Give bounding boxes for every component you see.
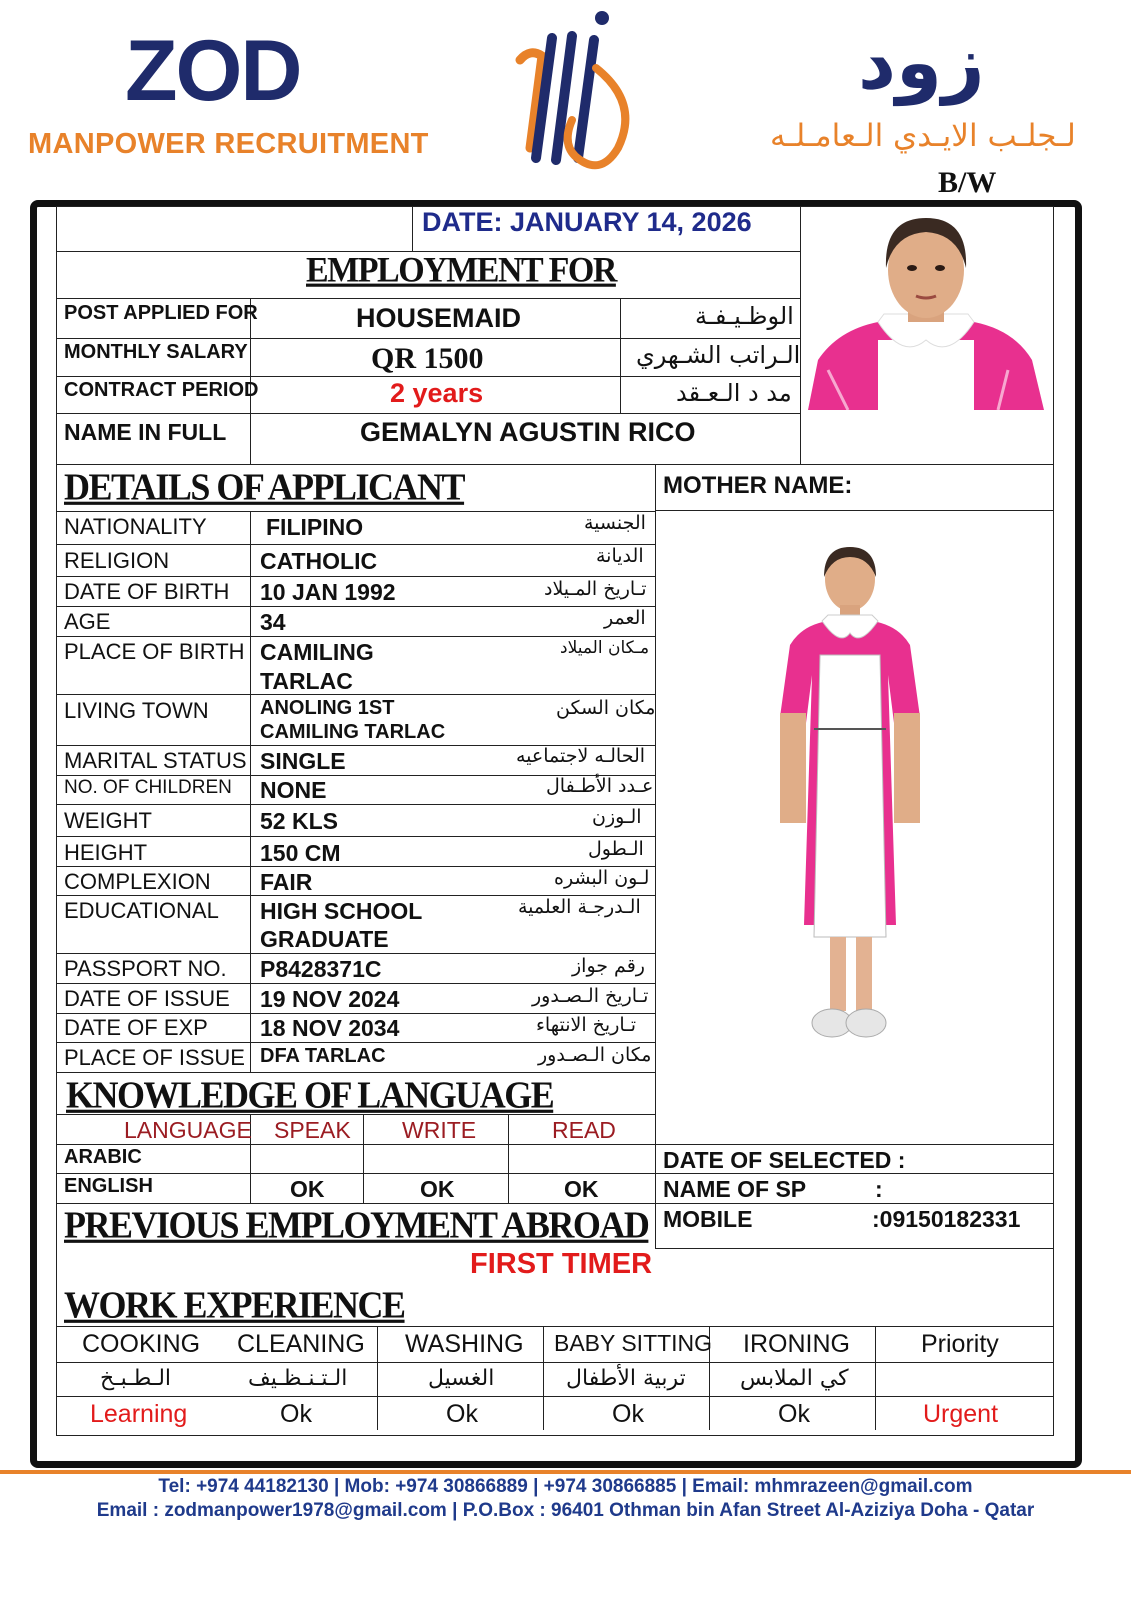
babysitting-arabic: تربية الأطفال	[566, 1366, 686, 1391]
form-date: DATE: JANUARY 14, 2026	[422, 207, 752, 237]
name-label: NAME IN FULL	[64, 419, 227, 445]
exp-date-value: 18 NOV 2034	[260, 1015, 400, 1041]
nationality-arabic: الجنسية	[584, 512, 646, 534]
pob-value-line2: TARLAC	[260, 668, 353, 694]
details-section-title: DETAILS OF APPLICANT	[64, 466, 465, 508]
washing-label: WASHING	[405, 1330, 524, 1358]
cooking-label: COOKING	[82, 1330, 201, 1358]
work-experience-title: WORK EXPERIENCE	[64, 1284, 405, 1326]
passport-arabic: رقم جواز	[572, 955, 645, 977]
exp-date-label: DATE OF EXP	[64, 1015, 208, 1040]
applicant-full-body-photo	[762, 545, 938, 1050]
children-label: NO. OF CHILDREN	[64, 777, 232, 798]
contract-arabic: مد د الـعـقد	[676, 379, 792, 407]
passport-value: P8428371C	[260, 956, 382, 982]
living-town-value: ANOLING 1ST	[260, 697, 395, 719]
applicant-portrait-photo	[808, 210, 1044, 410]
education-value-line2: GRADUATE	[260, 926, 389, 952]
company-logo-icon	[500, 8, 640, 178]
post-label: POST APPLIED FOR	[64, 302, 258, 324]
read-header: READ	[552, 1117, 616, 1143]
arabic-tagline: لـجلـب الايـدي الـعامـلـه	[770, 118, 1076, 154]
salary-value: QR 1500	[371, 342, 484, 375]
babysitting-label: BABY SITTING	[554, 1330, 713, 1356]
living-town-arabic: مكان السكن	[556, 697, 656, 719]
contract-label: CONTRACT PERIOD	[64, 379, 259, 401]
dob-label: DATE OF BIRTH	[64, 579, 230, 604]
height-label: HEIGHT	[64, 840, 148, 865]
cleaning-label: CLEANING	[237, 1330, 365, 1358]
education-arabic: الـدرجـة العلمية	[518, 896, 641, 918]
mobile-label: MOBILE	[663, 1206, 753, 1232]
children-arabic: عـدد الأطـفال	[546, 775, 654, 797]
brand-logo-text: ZOD	[125, 23, 301, 119]
washing-status: Ok	[446, 1400, 478, 1428]
cleaning-status: Ok	[280, 1400, 312, 1428]
marital-status-label: MARITAL STATUS	[64, 748, 247, 773]
pob-label: PLACE OF BIRTH	[64, 639, 245, 664]
sp-name-colon: :	[875, 1176, 883, 1202]
priority-status: Urgent	[923, 1400, 999, 1428]
nationality-value: FILIPINO	[266, 514, 364, 540]
ironing-label: IRONING	[743, 1330, 850, 1358]
issue-place-value: DFA TARLAC	[260, 1045, 386, 1067]
cooking-arabic: الـطـبـخ	[100, 1366, 172, 1391]
name-value: GEMALYN AGUSTIN RICO	[360, 417, 696, 447]
complexion-arabic: لـون البشره	[554, 867, 650, 889]
washing-arabic: الغسيل	[428, 1366, 495, 1391]
previous-employment-title: PREVIOUS EMPLOYMENT ABROAD	[64, 1204, 649, 1246]
arabic-brand-logo: زود	[858, 20, 985, 106]
form-title: EMPLOYMENT FOR	[306, 251, 616, 290]
weight-arabic: الـوزن	[592, 806, 642, 828]
weight-value: 52 KLS	[260, 808, 338, 834]
date-selected-label: DATE OF SELECTED :	[663, 1147, 906, 1173]
salary-arabic: الـراتب الشـهري	[636, 341, 801, 369]
babysitting-status: Ok	[612, 1400, 644, 1428]
religion-value: CATHOLIC	[260, 548, 378, 574]
religion-label: RELIGION	[64, 548, 170, 573]
exp-date-arabic: تـاريخ الانتهاء	[536, 1014, 637, 1036]
pob-value: CAMILING	[260, 639, 374, 665]
language-section-title: KNOWLEDGE OF LANGUAGE	[66, 1074, 554, 1116]
pob-arabic: مـكان الميلاد	[560, 638, 650, 658]
religion-arabic: الديانة	[596, 545, 644, 567]
ironing-status: Ok	[778, 1400, 810, 1428]
cleaning-arabic: الـتـنـظـيف	[248, 1366, 348, 1391]
height-arabic: الـطول	[588, 838, 644, 860]
mother-name-label: MOTHER NAME:	[663, 472, 853, 499]
dob-arabic: تـاريخ المـيلاد	[544, 578, 647, 600]
english-language-label: ENGLISH	[64, 1175, 153, 1197]
english-write: OK	[420, 1176, 455, 1202]
cooking-status: Learning	[90, 1400, 188, 1428]
post-value: HOUSEMAID	[356, 303, 522, 333]
living-town-value-line2: CAMILING TARLAC	[260, 721, 446, 743]
education-label: EDUCATIONAL	[64, 898, 219, 923]
weight-label: WEIGHT	[64, 808, 152, 833]
english-read: OK	[564, 1176, 599, 1202]
age-value: 34	[260, 609, 286, 635]
post-arabic: الوظـيـفـة	[695, 302, 794, 330]
marital-status-value: SINGLE	[260, 748, 346, 774]
living-town-label: LIVING TOWN	[64, 698, 209, 723]
footer-divider	[0, 1470, 1131, 1474]
education-value: HIGH SCHOOL	[260, 898, 423, 924]
issue-date-value: 19 NOV 2024	[260, 986, 400, 1012]
write-header: WRITE	[402, 1117, 477, 1143]
footer-contact-line: Tel: +974 44182130 | Mob: +974 30866889 | +974 30866885 | Email: mhmrazeen@gmail.com	[158, 1476, 973, 1497]
contract-value: 2 years	[390, 378, 484, 408]
mobile-value: :09150182331	[872, 1206, 1021, 1232]
language-header: LANGUAGE	[124, 1117, 252, 1143]
ironing-arabic: كي الملابس	[740, 1366, 849, 1391]
age-label: AGE	[64, 609, 111, 634]
issue-place-label: PLACE OF ISSUE	[64, 1045, 245, 1070]
form-code: B/W	[938, 166, 997, 199]
nationality-label: NATIONALITY	[64, 514, 207, 539]
issue-place-arabic: مكان الـصـدور	[538, 1044, 652, 1066]
sp-name-label: NAME OF SP	[663, 1176, 807, 1202]
english-speak: OK	[290, 1176, 325, 1202]
marital-status-arabic: الحالـه لاجتماعيه	[516, 745, 646, 767]
dob-value: 10 JAN 1992	[260, 579, 396, 605]
previous-employment-value: FIRST TIMER	[470, 1248, 653, 1280]
speak-header: SPEAK	[274, 1117, 351, 1143]
passport-label: PASSPORT NO.	[64, 956, 227, 981]
children-value: NONE	[260, 777, 327, 803]
height-value: 150 CM	[260, 840, 341, 866]
complexion-label: COMPLEXION	[64, 869, 211, 894]
arabic-language-label: ARABIC	[64, 1146, 142, 1168]
issue-date-label: DATE OF ISSUE	[64, 986, 230, 1011]
footer-address-line: Email : zodmanpower1978@gmail.com | P.O.Box : 96401 Othman bin Afan Street Al-Aziziya Doha - Qatar	[96, 1500, 1035, 1521]
priority-label: Priority	[921, 1330, 999, 1358]
age-arabic: العمر	[604, 607, 646, 629]
complexion-value: FAIR	[260, 869, 313, 895]
issue-date-arabic: تـاريخ الـصـدور	[532, 985, 649, 1007]
brand-tagline: MANPOWER RECRUITMENT	[28, 128, 429, 160]
salary-label: MONTHLY SALARY	[64, 341, 248, 363]
